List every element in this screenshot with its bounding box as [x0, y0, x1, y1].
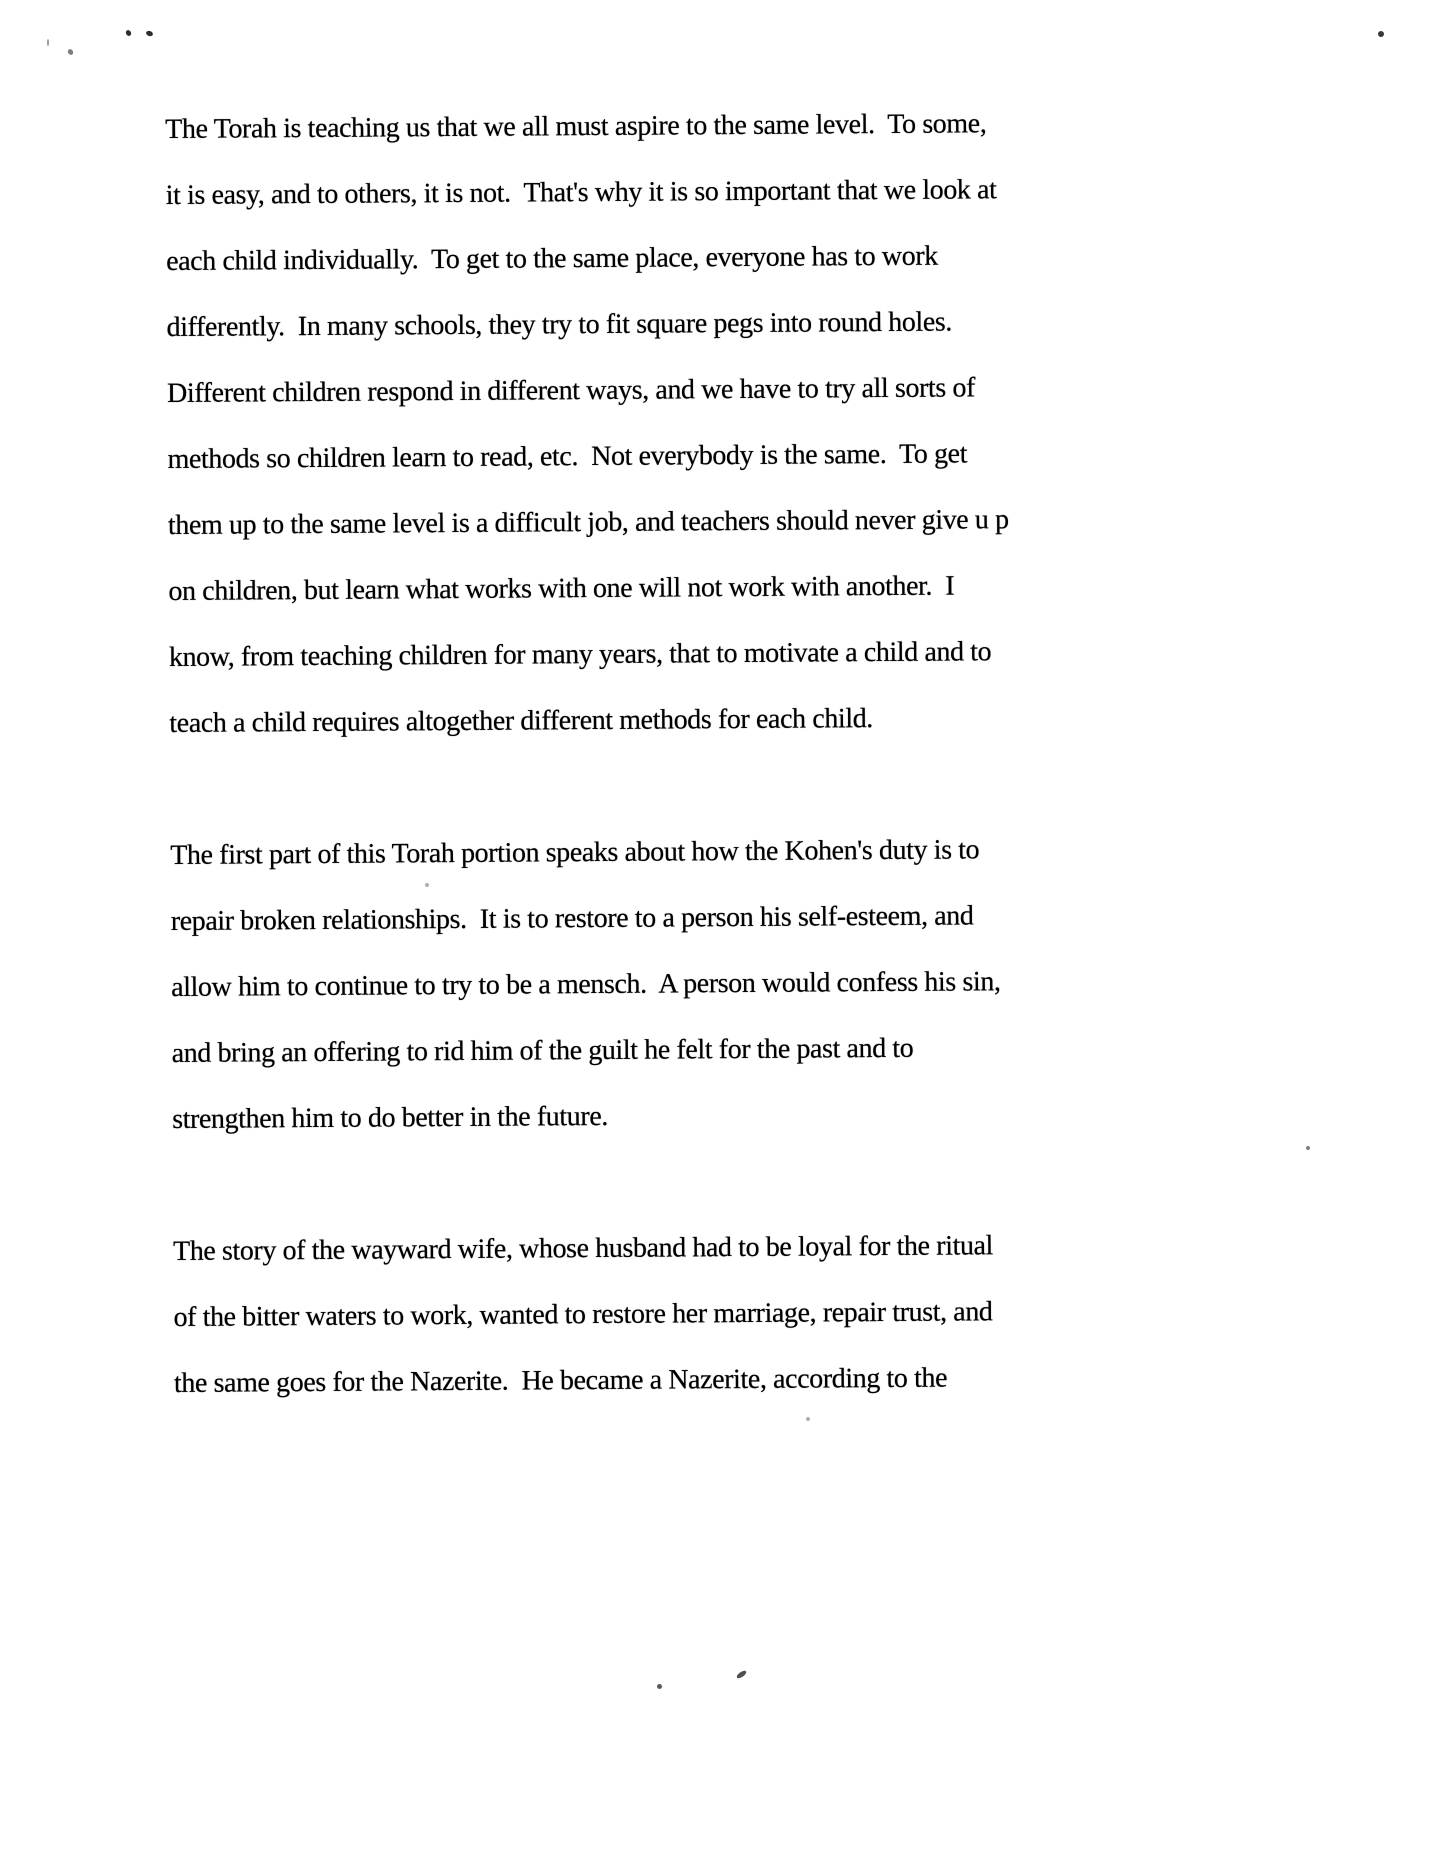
text-line: the same goes for the Nazerite. He became a Nazerite, according to the [173, 1362, 948, 1399]
text-line: Different children respond in different ways, and we have to try all sorts of [166, 372, 976, 409]
text-line: The first part of this Torah portion speaks about how the Kohen's duty is to [170, 834, 980, 871]
paragraph-torah-teaching [165, 91, 1070, 757]
text-line: it is easy, and to others, it is not. That's why it is so important that we look at [165, 174, 997, 211]
scan-speck-artifact [657, 1684, 662, 1689]
scan-speck-artifact [806, 1417, 810, 1421]
scan-speck-artifact [1306, 1146, 1310, 1150]
scan-speck-artifact [47, 39, 49, 46]
text-line: teach a child requires altogether different methods for each child. [169, 703, 873, 739]
scan-speck-artifact [67, 48, 75, 56]
scan-speck-artifact [736, 1669, 748, 1679]
text-line: them up to the same level is a difficult job, and teachers should never give u p [167, 504, 1009, 541]
scan-speck-artifact [125, 29, 132, 37]
text-line: know, from teaching children for many years, that to motivate a child and to [168, 636, 992, 673]
text-line: differently. In many schools, they try to fit square pegs into round holes. [166, 306, 953, 343]
document-text [165, 91, 1074, 1417]
text-line: methods so children learn to read, etc. Not everybody is the same. To get [167, 438, 968, 475]
scan-speck-artifact [425, 883, 429, 887]
text-line: allow him to continue to try to be a mensch. A person would confess his sin, [171, 966, 1001, 1003]
paragraph-kohen-duty [170, 817, 1072, 1153]
text-line: each child individually. To get to the same place, everyone has to work [166, 240, 938, 277]
paragraph-wayward-wife [173, 1213, 1074, 1417]
scan-speck-artifact [1378, 31, 1384, 37]
text-line: repair broken relationships. It is to restore to a person his self-esteem, and [170, 900, 974, 937]
text-line: of the bitter waters to work, wanted to restore her marriage, repair trust, and [173, 1296, 993, 1333]
text-line: The story of the wayward wife, whose husband had to be loyal for the ritual [172, 1230, 994, 1267]
scan-speck-artifact [145, 30, 153, 37]
text-line: strengthen him to do better in the future. [172, 1100, 609, 1135]
text-line: and bring an offering to rid him of the guilt he felt for the past and to [171, 1032, 914, 1069]
text-line: on children, but learn what works with one will not work with another. I [168, 570, 955, 607]
text-line: The Torah is teaching us that we all must aspire to the same level. To some, [165, 108, 987, 145]
